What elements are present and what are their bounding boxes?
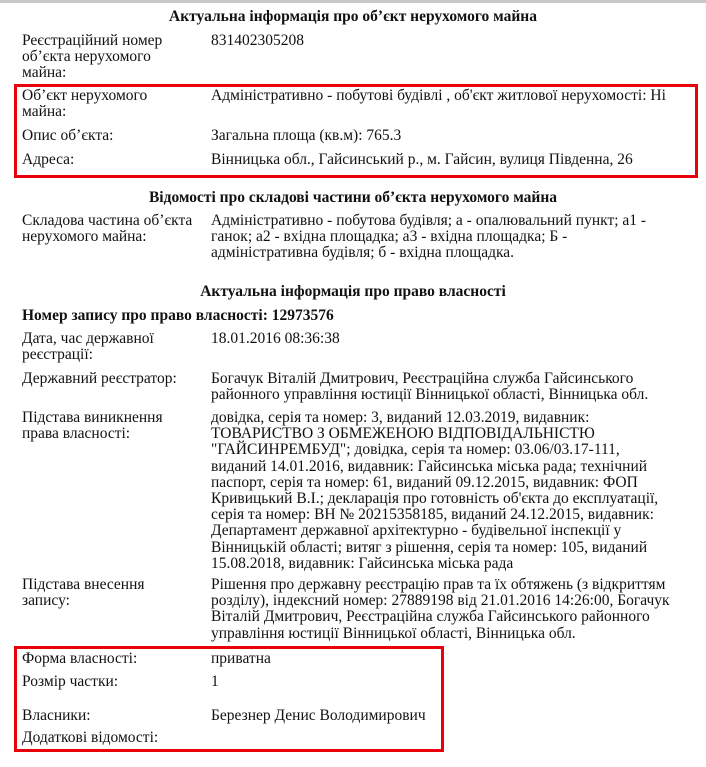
label-line: Розмір частки: xyxy=(22,673,119,690)
field-value xyxy=(211,651,706,667)
label-line: майна: xyxy=(22,103,67,121)
value-line: Віталій Дмитрович, Реєстраційна служба Гайсинського районного xyxy=(211,608,650,626)
section-title-object: Актуальна інформація про об’єкт нерухомого майна xyxy=(169,8,537,25)
field-label xyxy=(22,708,207,724)
field-label xyxy=(22,88,207,120)
value-line: паспорт, серія та номер: 61, виданий 09.12.2015, видавник: ФОП xyxy=(211,473,638,491)
value-line: Загальна площа (кв.м): 765.3 xyxy=(211,127,402,144)
field-label xyxy=(22,128,207,144)
section-title-components: Відомості про складові частини об’єкта нерухомого майна xyxy=(148,189,558,206)
field-value xyxy=(211,213,706,262)
value-line: управління юстиції Вінницької області, Вінницька обл. xyxy=(211,624,576,642)
value-line: Адміністративно - побутові будівлі , об'єкт житлової нерухомості: Ні xyxy=(211,87,666,104)
field-label xyxy=(22,33,207,82)
value-line: серія та номер: ВН № 20215358185, виданий 24.12.2015, видавник: xyxy=(211,506,654,524)
label-line: Складова частина об’єкта xyxy=(22,212,193,229)
field-value xyxy=(211,410,706,572)
value-line: "ГАЙСИНРЕМБУД"; довідка, серія та номер: 03.06/03.17-111, xyxy=(211,441,620,459)
value-line: районного управління юстиції Вінницької області, Вінницька обл. xyxy=(211,386,649,404)
field-label xyxy=(22,577,207,609)
value-line: приватна xyxy=(211,650,271,667)
label-line: Підстава виникнення xyxy=(22,409,163,426)
label-line: Форма власності: xyxy=(22,650,138,667)
field-value xyxy=(211,331,706,347)
label-line: об’єкта нерухомого xyxy=(22,48,151,66)
value-line: ганок; а2 - вхідна площадка; а3 - вхідна площадка; Б - xyxy=(211,228,568,246)
field-value xyxy=(211,152,706,168)
field-value xyxy=(211,88,706,104)
label-line: реєстрації: xyxy=(22,346,93,364)
value-line: Вінницька обл., Гайсинський р., м. Гайсин, вулиця Південна, 26 xyxy=(211,151,633,168)
value-line: довідка, серія та номер: 3, виданий 12.03.2019, видавник: xyxy=(211,409,590,426)
field-label xyxy=(22,651,207,667)
ownership-record-number: Номер запису про право власності: 12973576 xyxy=(22,307,334,324)
label-line: права власності: xyxy=(22,425,131,443)
value-line: 1 xyxy=(211,673,219,690)
field-label xyxy=(22,213,207,245)
label-line: Дата, час державної xyxy=(22,330,154,347)
field-value xyxy=(211,577,706,642)
label-line: Об’єкт нерухомого xyxy=(22,87,148,104)
label-line: Підстава внесення xyxy=(22,576,145,593)
value-line: Рішення про державну реєстрацію прав та їх обтяжень (з відкриттям xyxy=(211,576,666,593)
field-label xyxy=(22,674,207,690)
label-line: нерухомого майна: xyxy=(22,228,147,246)
value-line: Адміністративно - побутова будівля; а - опалювальний пункт; а1 - xyxy=(211,212,647,229)
value-line: 18.01.2016 08:36:38 xyxy=(211,330,340,347)
field-value xyxy=(211,128,706,144)
value-line: адміністративна будівля; б - вхідна площадка. xyxy=(211,244,515,262)
label-line: Адреса: xyxy=(22,151,75,168)
label-line: Реєстраційний номер xyxy=(22,32,163,49)
value-line: Березнер Денис Володимирович xyxy=(211,707,426,724)
field-label xyxy=(22,371,207,387)
value-line: Богачук Віталій Дмитрович, Реєстраційна служба Гайсинського xyxy=(211,370,634,387)
value-line: Департамент державної архітектурно - будівельної інспекції у xyxy=(211,522,622,540)
field-label xyxy=(22,152,207,168)
value-line: 15.08.2018, видавник: Гайсинська міська рада xyxy=(211,554,514,572)
field-label xyxy=(22,410,207,442)
value-line: ТОВАРИСТВО З ОБМЕЖЕНОЮ ВІДПОВІДАЛЬНІСТЮ xyxy=(211,425,595,443)
field-value xyxy=(211,708,706,724)
field-label xyxy=(22,331,207,363)
field-label xyxy=(22,730,207,746)
value-line: виданий 14.01.2016, видавник: Гайсинська міська рада; технічний xyxy=(211,457,648,475)
label-line: запису: xyxy=(22,592,70,610)
section-title-ownership: Актуальна інформація про право власності xyxy=(200,283,506,300)
top-border xyxy=(0,0,706,3)
label-line: Опис об’єкта: xyxy=(22,127,114,144)
value-line: Кривицький В.І.; декларація про готовність об'єкта до експлуатації, xyxy=(211,490,659,508)
value-line: розділу), індексний номер: 27889198 від 21.01.2016 14:26:00, Богачук xyxy=(211,592,670,610)
value-line: 831402305208 xyxy=(211,32,304,49)
label-line: майна: xyxy=(22,64,67,82)
field-value xyxy=(211,33,706,49)
field-value xyxy=(211,674,706,690)
field-value xyxy=(211,371,706,403)
value-line: Вінницькій області; витяг з рішення, серія та номер: 105, виданий xyxy=(211,538,648,556)
label-line: Державний реєстратор: xyxy=(22,370,177,387)
label-line: Додаткові відомості: xyxy=(22,729,159,746)
label-line: Власники: xyxy=(22,707,91,724)
